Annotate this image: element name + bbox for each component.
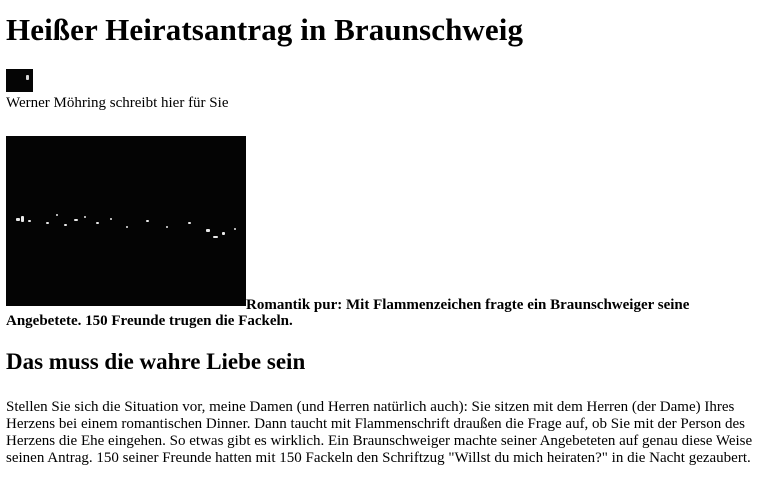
torch-light	[46, 222, 49, 224]
torch-light	[146, 220, 149, 222]
torch-light	[16, 218, 20, 221]
torch-light	[56, 214, 58, 216]
author-photo-highlight	[26, 75, 29, 80]
torch-light	[166, 226, 168, 228]
torch-light	[21, 216, 24, 222]
torch-light	[110, 218, 112, 220]
torch-light	[74, 219, 78, 221]
torch-light	[64, 224, 67, 226]
author-byline: Werner Möhring schreibt hier für Sie	[6, 95, 229, 111]
torch-light	[213, 236, 218, 238]
article-subheading: Das muss die wahre Liebe sein	[6, 349, 306, 374]
author-photo	[6, 69, 33, 92]
torch-light	[96, 222, 99, 224]
torch-light	[234, 228, 236, 230]
article-body: Stellen Sie sich die Situation vor, meine Damen (und Herren natürlich auch): Sie sitzen mit dem Herren (der Dame) Ihres Herzens bei einem romantischen Dinner. Dann taucht mit Flammenschrift draußen die Frage auf, ob Sie mit der Person des Herzens die Ehe eingehen. So etwas gibt es wirklich. Ein Braunschweiger machte seiner Angebeteten auf genau diese Weise seinen Antrag. 150 seiner Freunde hatten mit 150 Fackeln den Schriftzug "Willst du mich heiraten?" in die Nacht gezaubert.	[6, 399, 753, 466]
article-photo	[6, 136, 246, 306]
torch-light	[222, 232, 225, 235]
torch-light	[188, 222, 191, 224]
article-headline: Heißer Heiratsantrag in Braunschweig	[6, 12, 524, 47]
torch-light	[28, 220, 31, 222]
photo-caption: Romantik pur: Mit Flammenzeichen fragte ein Braunschweiger seine Angebetete. 150 Freunde trugen die Fackeln.	[6, 297, 690, 329]
torch-light	[206, 229, 210, 232]
torch-light	[126, 226, 128, 228]
torch-light	[84, 216, 86, 218]
